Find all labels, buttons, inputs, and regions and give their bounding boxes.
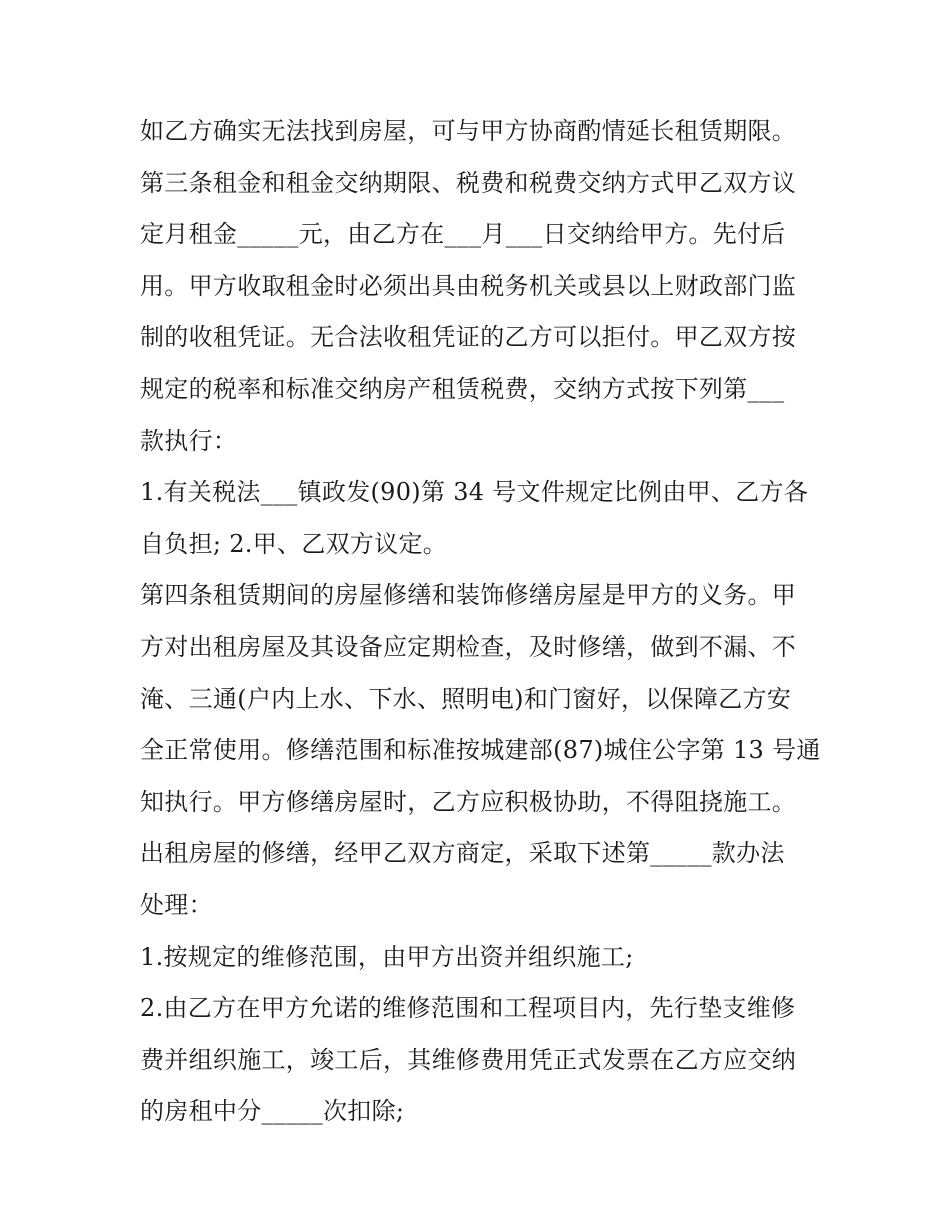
text-line-14: 知执行。甲方修缮房屋时，乙方应积极协助，不得阻挠施工。 xyxy=(140,787,797,816)
text-line-2: 第三条租金和租金交纳期限、税费和税费交纳方式甲乙双方议 xyxy=(140,168,797,197)
text-line-18: 2.由乙方在甲方允诺的维修范围和工程项目内，先行垫支维修 xyxy=(140,994,796,1023)
text-line-9: 自负担; 2.甲、乙双方议定。 xyxy=(140,529,448,558)
text-line-13: 全正常使用。修缮范围和标准按城建部(87)城住公字第 13 号通 xyxy=(140,736,821,765)
text-line-12: 淹、三通(户内上水、下水、照明电)和门窗好，以保障乙方安 xyxy=(140,684,792,713)
text-line-10: 第四条租赁期间的房屋修缮和装饰修缮房屋是甲方的义务。甲 xyxy=(140,581,797,610)
document-body xyxy=(140,106,820,1138)
text-line-20: 的房租中分_____次扣除; xyxy=(140,1097,405,1126)
text-line-8: 1.有关税法___镇政发(90)第 34 号文件规定比例由甲、乙方各 xyxy=(140,478,809,507)
text-line-3: 定月租金_____元，由乙方在___月___日交纳给甲方。先付后 xyxy=(140,220,786,249)
text-line-4: 用。甲方收取租金时必须出具由税务机关或县以上财政部门监 xyxy=(140,271,797,300)
text-line-16: 处理： xyxy=(140,890,213,919)
text-line-5: 制的收租凭证。无合法收租凭证的乙方可以拒付。甲乙双方按 xyxy=(140,323,797,352)
text-line-1: 如乙方确实无法找到房屋，可与甲方协商酌情延长租赁期限。 xyxy=(140,117,797,145)
text-line-15: 出租房屋的修缮，经甲乙双方商定，采取下述第_____款办法 xyxy=(140,839,785,868)
text-line-17: 1.按规定的维修范围，由甲方出资并组织施工; xyxy=(140,942,634,971)
text-line-11: 方对出租房屋及其设备应定期检查，及时修缮，做到不漏、不 xyxy=(140,632,797,661)
text-line-6: 规定的税率和标准交纳房产租赁税费，交纳方式按下列第___ xyxy=(140,374,785,403)
text-line-19: 费并组织施工，竣工后，其维修费用凭正式发票在乙方应交纳 xyxy=(140,1045,797,1074)
text-line-7: 款执行： xyxy=(140,426,238,455)
